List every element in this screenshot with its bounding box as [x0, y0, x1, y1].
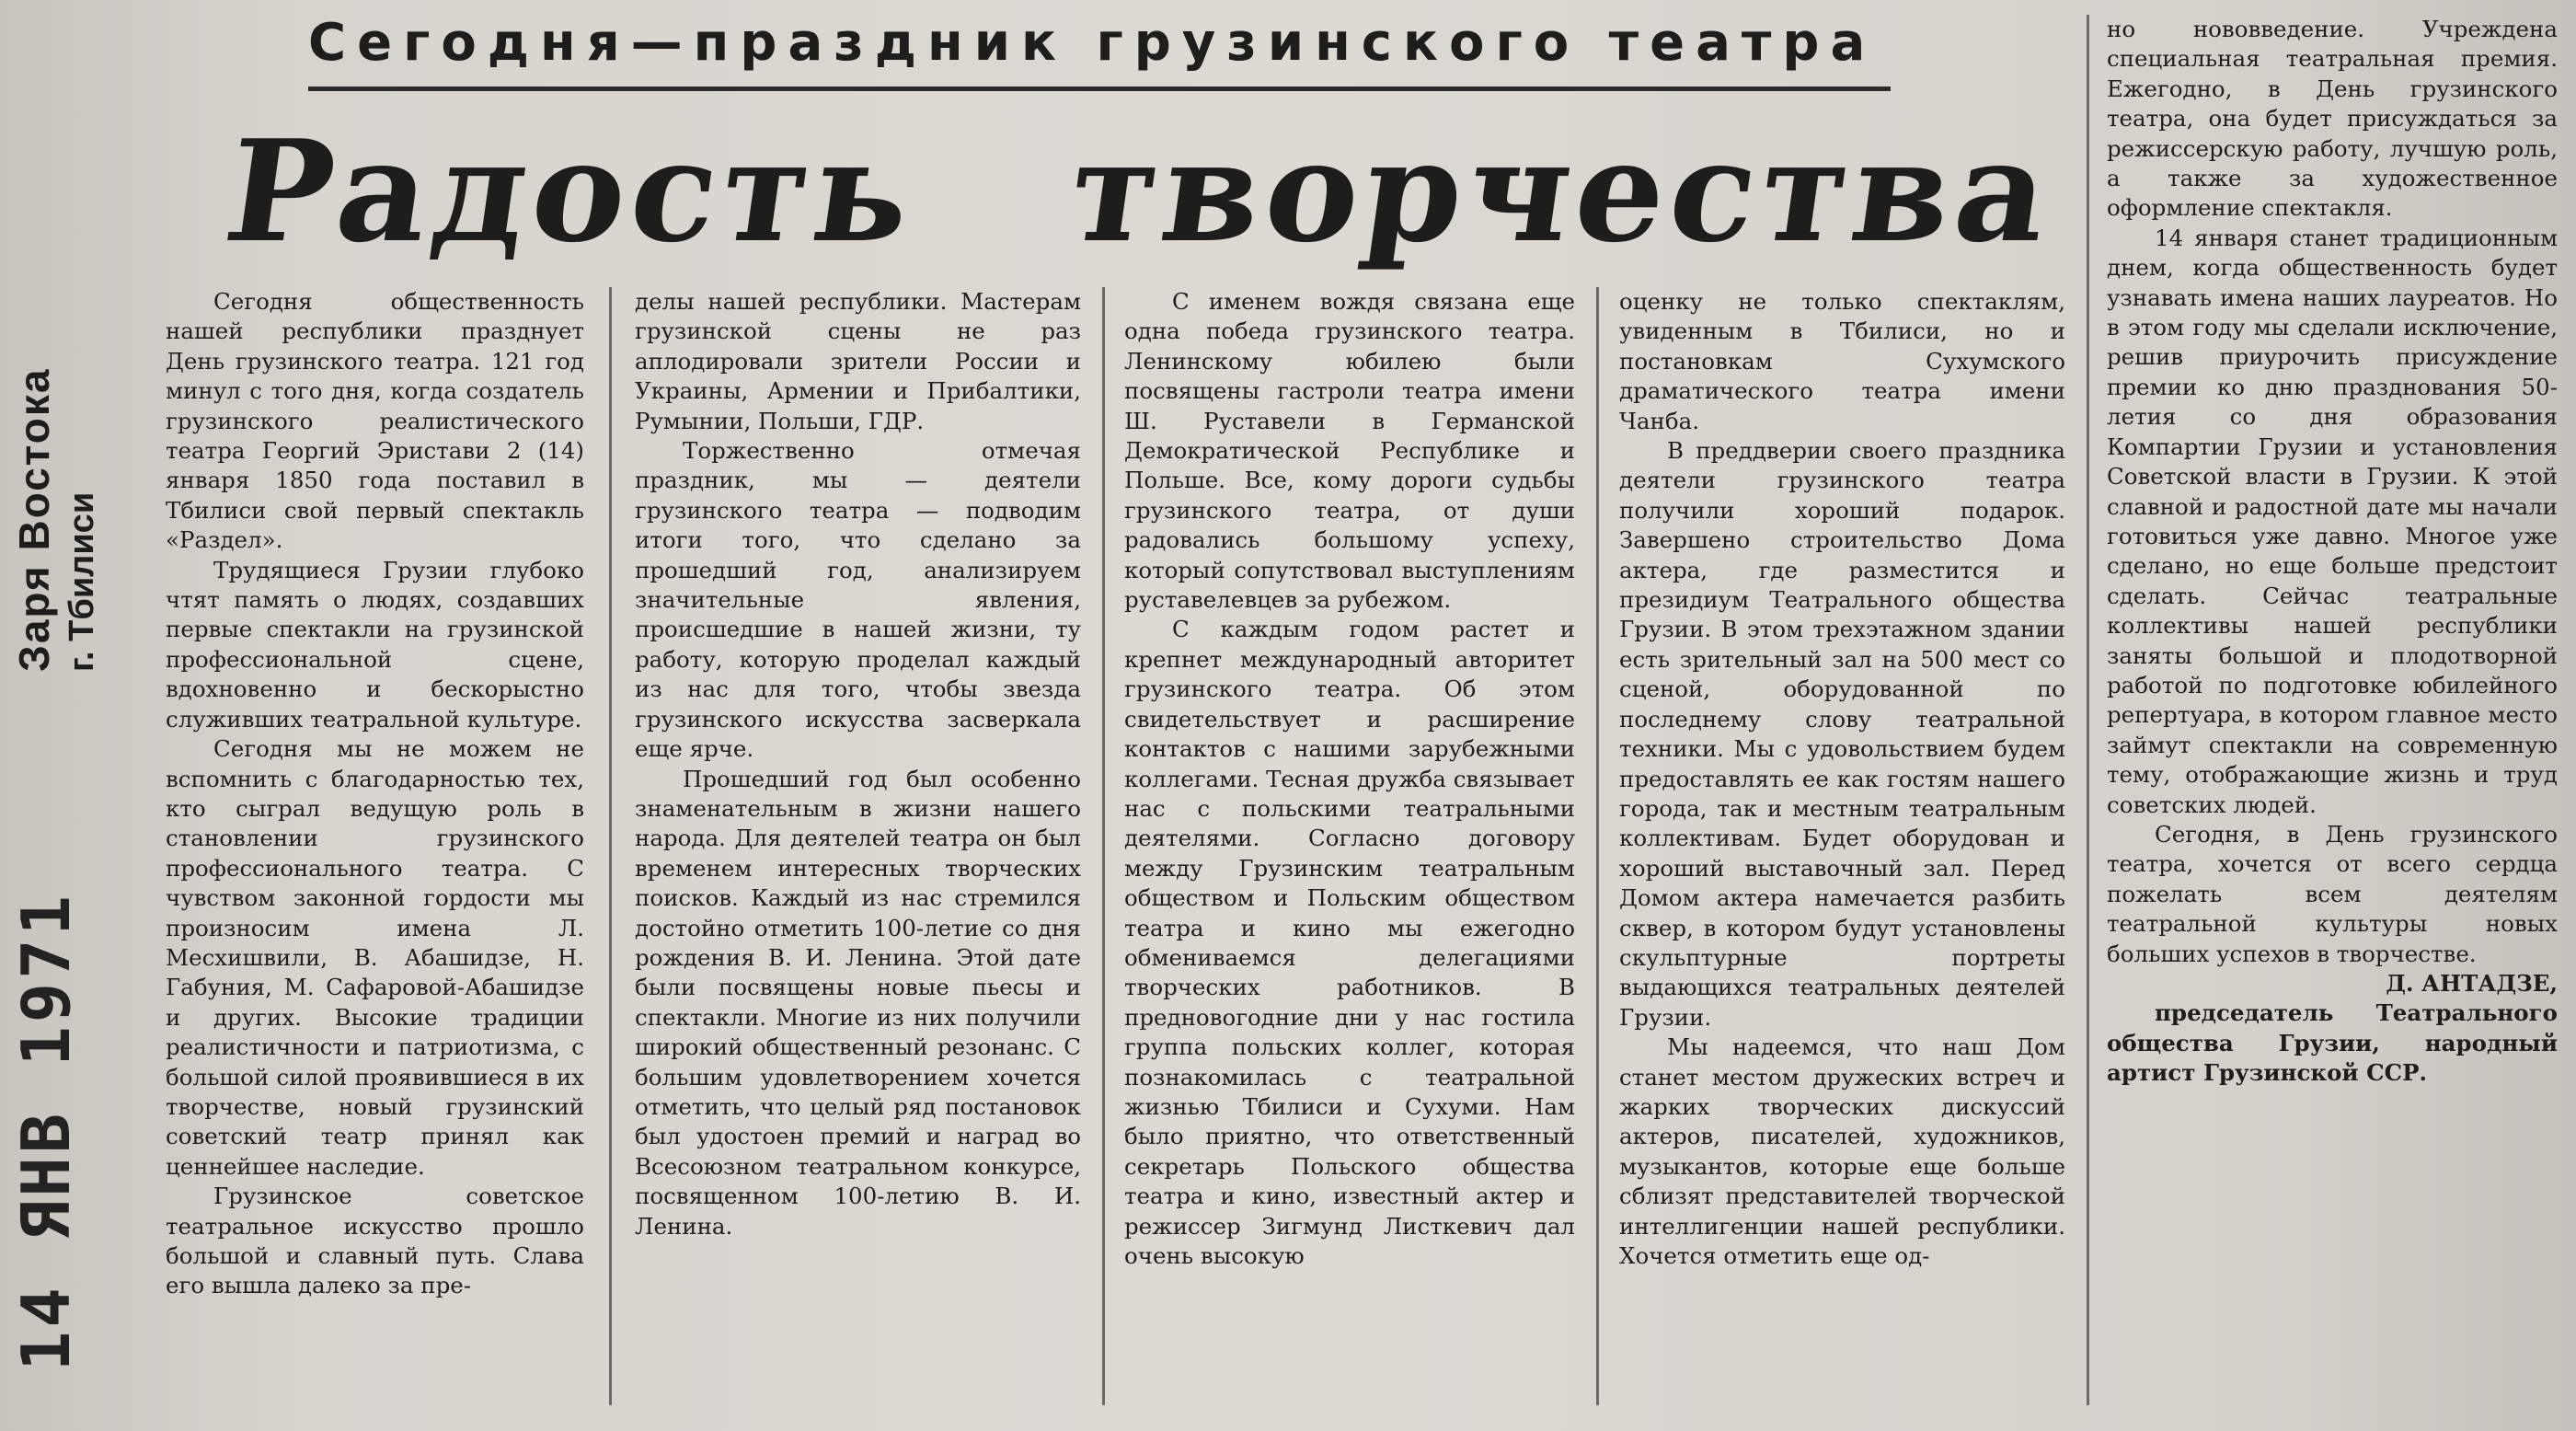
paragraph: Торжественно отмечая праздник, мы — деятели грузинского театра — подводим итоги того, что сделано за прошедший год, анализируем значительные явления, происшедшие в нашей жизни, ту работу, которую проделал каждый из нас для того, чтобы звезда грузинского искусства засверкала еще ярче. [635, 437, 1081, 763]
paragraph: В преддверии своего праздника деятели грузинского театра получили хороший подарок. Завершено строительство Дома актера, где разместится и президиум Театрального общества Грузии. В этом трехэтажном здании есть зрительный зал на 500 мест со сценой, оборудованной по последнему слову театральной техники. Мы с удовольствием будем предоставлять ее как гостям нашего города, так и местным театральным коллективам. Будет оборудован и хороший выставочный зал. Перед Домом актера намечается разбить сквер, в котором будут установлены скульптурные портреты выдающихся театральных деятелей Грузии. [1619, 437, 2065, 1031]
column-rule [609, 287, 612, 1405]
paragraph: оценку не только спектаклям, увиденным в Тбилиси, но и постановкам Сухумского драматического театра имени Чанба. [1619, 288, 2065, 434]
paragraph: но нововведение. Учреждена специальная театральная премия. Ежегодно, в День грузинского театра, она будет присуждаться за режиссерскую работу, лучшую роль, а также за художественное оформление спектакля. [2107, 16, 2558, 222]
newspaper-title: Заря Востока [10, 367, 58, 672]
paragraph: Грузинское советское театральное искусство прошло большой и славный путь. Слава его вышла далеко за пре- [166, 1183, 584, 1299]
newspaper-name-stamp [9, 367, 110, 672]
headline [216, 109, 2079, 273]
paragraph: Сегодня общественность нашей республики празднует День грузинского театра. 121 год минул с того дня, когда создатель грузинского реалистического театра Георгий Эристави 2 (14) января 1850 года поставил в Тбилиси свой первый спектакль «Раздел». [166, 288, 584, 554]
column-rule [1102, 287, 1105, 1405]
date-stamp [0, 892, 101, 1371]
article-column-5 [2107, 15, 2558, 1089]
column-rule [2087, 15, 2089, 1405]
paragraph: Мы надеемся, что наш Дом станет местом дружеских встреч и жарких творческих дискуссий актеров, писателей, художников, музыкантов, которые еще больше сблизят представителей творческой интеллигенции нашей республики. Хочется отметить еще од- [1619, 1033, 2065, 1269]
paragraph: делы нашей республики. Мастерам грузинской сцены не раз аплодировали зрители России и Украины, Армении и Прибалтики, Румынии, Польши, ГДР. [635, 288, 1081, 434]
paragraph: Прошедший год был особенно знаменательным в жизни нашего народа. Для деятелей театра он был временем интересных творческих поисков. Каждый из нас стремился достойно отметить 100-летие со дня рождения В. И. Ленина. Этой дате были посвящены новые пьесы и спектакли. Многие из них получили широкий общественный резонанс. С большим удовлетворением хочется отметить, что целый ряд постановок был удостоен премий и наград во Всесоюзном театральном конкурсе, посвященном 100-летию В. И. Ленина. [635, 765, 1081, 1240]
kicker-rule [308, 87, 1891, 91]
article-column-1 [166, 287, 584, 1301]
headline-word-2: творчества [1060, 109, 2064, 273]
column-rule [1596, 287, 1599, 1405]
article-column-4 [1619, 287, 2065, 1271]
paragraph: Трудящиеся Грузии глубоко чтят память о людях, создавших первые спектакли на грузинской профессиональной сцене, вдохновенно и бескорыстно служивших театральной культуре. [166, 556, 584, 733]
author-name: Д. АНТАДЗЕ, [2386, 970, 2558, 997]
paragraph: 14 января станет традиционным днем, когда общественность будет узнавать имена наших лауреатов. Но в этом году мы сделали исключение, решив приурочить присуждение премии ко дню празднования 50-летия со дня образования Компартии Грузии и установления Советской власти в Грузии. К этой славной и радостной дате мы начали готовиться уже давно. Многое уже сделано, но еще больше предстоит сделать. Сейчас театральные коллективы нашей республики заняты большой и плодотворной работой по подготовке юбилейного репертуара, в котором главное место займут спектакли на современную тему, отображающие жизнь и труд советских людей. [2107, 224, 2558, 818]
newspaper-city: г. Тбилиси [63, 491, 101, 672]
article-column-2 [635, 287, 1081, 1241]
paragraph: С каждым годом растет и крепнет международный авторитет грузинского театра. Об этом свидетельствует и расширение контактов с нашими зарубежными коллегами. Тесная дружба связывает нас с польскими театральными деятелями. Согласно договору между Грузинским театральным обществом и Польским обществом театра и кино мы ежегодно обмениваемся делегациями творческих работников. В предновогодние дни у нас гостила группа польских коллег, которая познакомилась с театральной жизнью Тбилиси и Сухуми. Нам было приятно, что ответственный секретарь Польского общества театра и кино, известный актер и режиссер Зигмунд Листкевич дал очень высокую [1124, 616, 1575, 1269]
author-role: председатель Театрального общества Грузии, народный артист Грузинской ССР. [2107, 999, 2558, 1087]
date-stamp-text: 14 ЯНВ 1971 [7, 892, 85, 1371]
paragraph: Сегодня мы не можем не вспомнить с благодарностью тех, кто сыграл ведущую роль в становлении грузинского профессионального театра. С чувством законной гордости мы произносим имена Л. Месхишвили, В. Абашидзе, Н. Габуния, М. Сафаровой-Абашидзе и других. Высокие традиции реалистичности и патриотизма, с большой силой проявившиеся в их творчестве, новый грузинский советский театр принял как ценнейшее наследие. [166, 735, 584, 1180]
article-column-3 [1124, 287, 1575, 1271]
kicker-heading: Сегодня—праздник грузинского театра [308, 13, 1877, 73]
paragraph: С именем вождя связана еще одна победа грузинского театра. Ленинскому юбилею были посвящены гастроли театра имени Ш. Руставели в Германской Демократической Республике и Польше. Все, кому дороги судьбы грузинского театра, от души радовались большому успеху, который сопутствовал выступлениям руставелевцев за рубежом. [1124, 288, 1575, 614]
headline-word-1: Радость [216, 109, 927, 273]
paragraph: Сегодня, в День грузинского театра, хочется от всего сердца пожелать всем деятелям театральной культуры новых больших успехов в творчестве. [2107, 820, 2558, 967]
